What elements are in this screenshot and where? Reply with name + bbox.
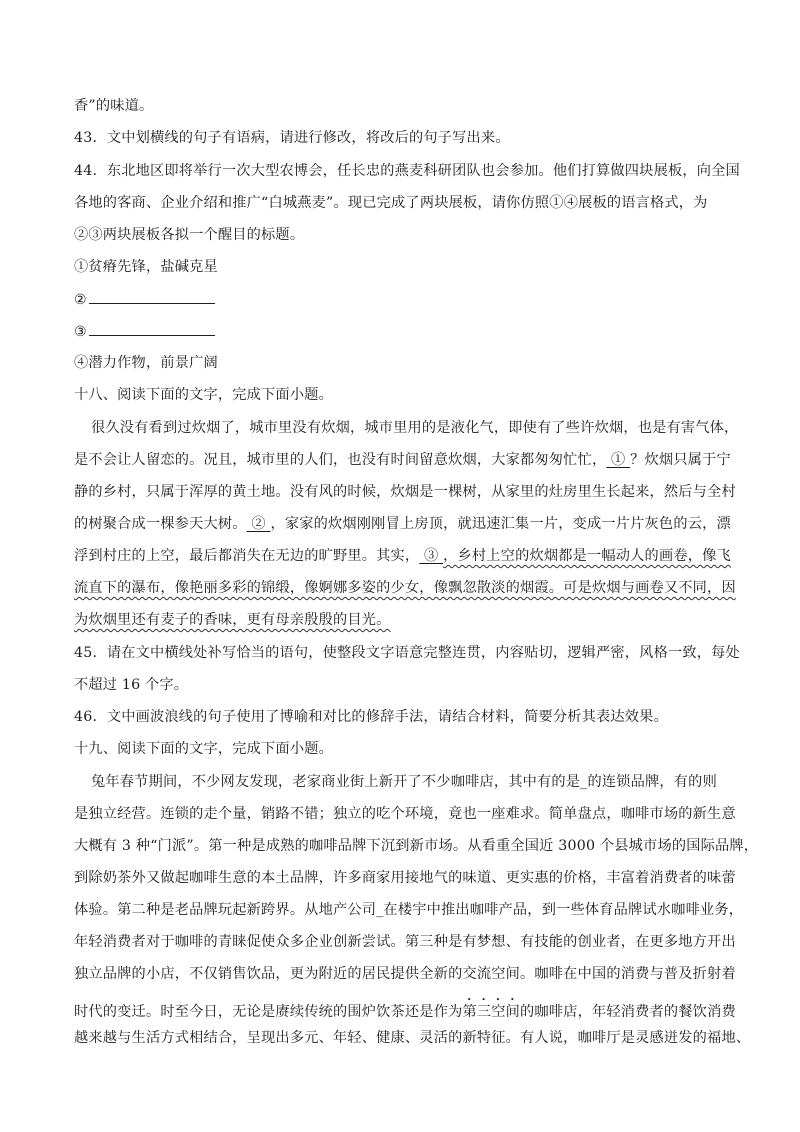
passage-text: ？炊烟只属于宁 — [630, 452, 731, 468]
answer-blank-2[interactable] — [89, 289, 215, 304]
blank-2: ② — [246, 516, 271, 532]
question-44: 44．东北地区即将举行一次大型农博会，任长忠的燕麦科研团队也会参加。他们打算做四块展板，向全国 — [74, 163, 740, 179]
passage-line — [74, 514, 731, 534]
blank-1: ① — [606, 452, 631, 468]
passage-line: 体验。第二种是老品牌玩起新跨界。从地产公司_在楼宇中推出咖啡产品，到一些体育品牌试水咖啡业务， — [74, 902, 744, 918]
banner-label-3: ③ — [74, 324, 87, 340]
passage-line: 独立品牌的小店，不仅销售饮品，更为附近的居民提供全新的交流空间。咖啡在中国的消费与普及折射着 — [74, 966, 736, 982]
passage-text: 是不会让人留恋的。况且，城市里的人们，也没有时间留意炊烟，大家都匆匆忙忙， — [74, 452, 607, 468]
text-line: ②③两块展板各拟一个醒目的标题。 — [74, 227, 305, 243]
answer-blank-3[interactable] — [89, 321, 215, 336]
wavy-underlined-text: 流直下的瀑布，像艳丽多彩的锦缎，像婀娜多姿的少女，像飘忽散淡的烟霞。可是炊烟与画卷又不同，因 — [74, 580, 736, 596]
passage-line: 大概有 3 种“门派”。第一种是成熟的咖啡品牌下沉到新市场。从看重全国近 3000 个县城市场的国际品牌， — [74, 838, 759, 854]
question-45: 45．请在文中横线处补写恰当的语句，使整段文字语意完整连贯，内容贴切，逻辑严密，风格一致，每处 — [74, 645, 740, 661]
banner-label-2: ② — [74, 292, 87, 308]
passage-text: 时代的变迁。时至今日，无论是赓续传统的围炉饮茶还是作为 — [74, 1004, 463, 1020]
banner-title-3 — [74, 321, 215, 342]
text-line: 香”的味道。 — [74, 98, 154, 114]
passage-line: 越来越与生活方式相结合，呈现出多元、年轻、健康、灵活的新特征。有人说，咖啡厅是灵感迸发的福地、 — [74, 1030, 751, 1046]
section-heading-18: 十八、阅读下面的文字，完成下面小题。 — [74, 387, 333, 403]
banner-title-2 — [74, 289, 215, 310]
passage-text: ，家家的炊烟刚刚冒上房顶，就迅速汇集一片，变成一片片灰色的云，漂 — [270, 516, 731, 532]
banner-title-4: ④潜力作物，前景广阔 — [74, 355, 218, 371]
blank-3: ③ — [419, 548, 444, 564]
wavy-underlined-text: ，乡村上空的炊烟都是一幅动人的画卷，像飞 — [443, 548, 731, 564]
section-heading-19: 十九、阅读下面的文字，完成下面小题。 — [74, 741, 333, 757]
passage-text: 的树聚合成一棵参天大树。 — [74, 516, 247, 532]
question-46: 46．文中画波浪线的句子使用了博喻和对比的修辞手法，请结合材料，简要分析其表达效果。 — [74, 709, 668, 725]
passage-text: 浮到村庄的上空，最后都消失在无边的旷野里。其实， — [74, 548, 420, 564]
wavy-underlined-text: 为炊烟里还有麦子的香味，更有母亲殷殷的目光。 — [74, 612, 391, 628]
passage-line — [74, 450, 731, 470]
passage-line: 是独立经营。连锁的走个量，销路不错；独立的吃个环境，竟也一座难求。简单盘点，咖啡市场的新生意 — [74, 806, 736, 822]
emphasized-text: 第三空间 — [462, 1004, 521, 1020]
passage-line: 兔年春节期间，不少网友发现，老家商业街上新开了不少咖啡店，其中有的是_的连锁品牌，有的则 — [91, 774, 717, 790]
passage-line — [74, 546, 731, 566]
passage-line — [74, 996, 736, 1022]
text-line: 不超过 16 个字。 — [74, 677, 189, 693]
passage-text: 的咖啡店，年轻消费者的餐饮消费 — [520, 1004, 736, 1020]
banner-title-1: ①贫瘠先锋，盐碱克星 — [74, 259, 218, 275]
text-line: 各地的客商、企业介绍和推广“白城燕麦”。现已完成了两块展板，请你仿照①④展板的语言格式，为 — [74, 195, 708, 211]
passage-line: 静的乡村，只属于浑厚的黄土地。没有风的时候，炊烟是一棵树，从家里的灶房里生长起来，然后与全村 — [74, 484, 736, 500]
passage-line: 到除奶茶外又做起咖啡生意的本土品牌，许多商家用接地气的味道、更实惠的价格，丰富着消费者的味蕾 — [74, 870, 736, 886]
passage-line: 年轻消费者对于咖啡的青睐促使众多企业创新尝试。第三种是有梦想、有技能的创业者，在更多地方开出 — [74, 934, 736, 950]
question-43: 43．文中划横线的句子有语病，请进行修改，将改后的句子写出来。 — [74, 130, 510, 146]
passage-line: 很久没有看到过炊烟了，城市里没有炊烟，城市里用的是液化气，即使有了些许炊烟，也是有害气体， — [91, 420, 739, 436]
